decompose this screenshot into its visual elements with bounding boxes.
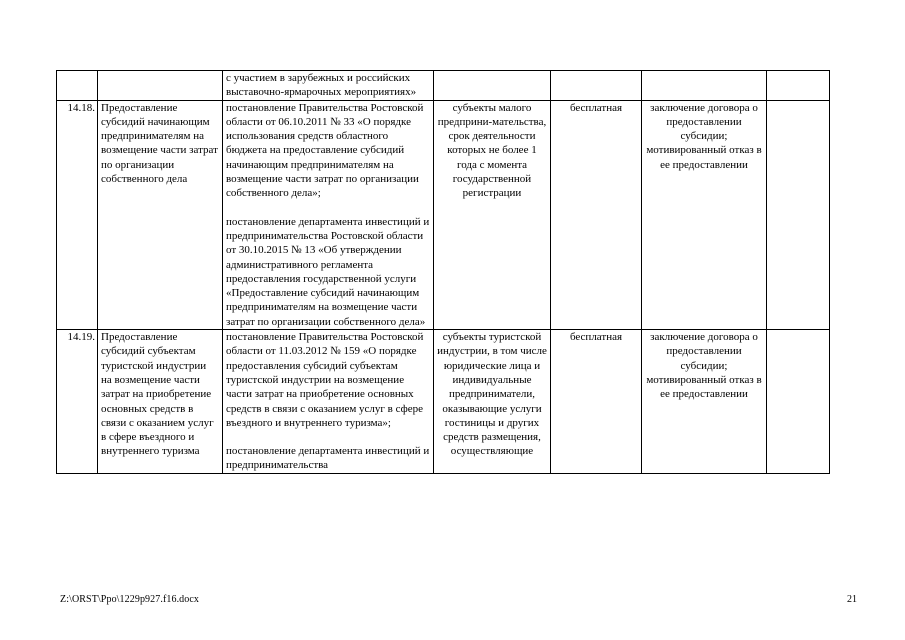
legal-act-text: постановление Правительства Ростовской области от 11.03.2012 № 159 «О порядке предоставления субсидий субъектам туристской индустрии на возмещение части затрат на приобретение основных средств в связи с оказанием услуг в сфере въездного и внутреннего туризма»; bbox=[226, 331, 424, 429]
service-name: Предоставление субсидий начинающим предпринимателям на возмещение части затрат по организации собственного дела bbox=[98, 100, 223, 329]
service-name: Предоставление субсидий субъектам туристской индустрии на возмещение части затрат на приобретение основных средств в связи с оказанием услуг в сфере въездного и внутреннего туризма bbox=[98, 330, 223, 474]
table-row bbox=[57, 71, 830, 101]
row-number-cell bbox=[57, 71, 98, 101]
service-name-cell bbox=[98, 71, 223, 101]
empty-cell bbox=[767, 71, 830, 101]
legal-act-text: постановление департамента инвестиций и предпринимательства Ростовской области от 30.10.2015 № 13 «Об утверждении административного регламента предоставления государственной услуги «Предоставление субсидий начинающим предпринимателям на возмещение части затрат по организации собственного дела» bbox=[226, 215, 430, 328]
empty-cell bbox=[767, 330, 830, 474]
paragraph-gap bbox=[226, 430, 430, 444]
table-row bbox=[57, 100, 830, 329]
table-row bbox=[57, 330, 830, 474]
legal-act-text: постановление Правительства Ростовской области от 06.10.2011 № 33 «О порядке использования средств областного бюджета на предоставление субсидий начинающим предпринимателям на возмещение части затрат по организации собственного дела»; bbox=[226, 101, 424, 200]
legal-act-cell bbox=[223, 330, 434, 474]
page-number: 21 bbox=[847, 594, 857, 605]
legal-act-cell bbox=[223, 71, 434, 101]
payment-cell bbox=[551, 71, 642, 101]
footer-file-path: Z:\ORST\Ppo\1229p927.f16.docx bbox=[60, 594, 200, 605]
recipients: субъекты туристской индустрии, в том числе юридические лица и индивидуальные предприниматели, оказывающие услуги гостиницы и других средств размещения, осуществляющие bbox=[434, 330, 551, 474]
empty-cell bbox=[767, 100, 830, 329]
services-table bbox=[56, 70, 830, 474]
legal-act-cell bbox=[223, 100, 434, 329]
recipients: субъекты малого предприни-мательства, срок деятельности которых не более 1 года с момента государственной регистрации bbox=[434, 100, 551, 329]
row-number: 14.18. bbox=[57, 100, 98, 329]
row-number: 14.19. bbox=[57, 330, 98, 474]
legal-act-text: постановление департамента инвестиций и предпринимательства bbox=[226, 445, 430, 472]
result: заключение договора о предоставлении субсидии; мотивированный отказ в ее предоставлении bbox=[642, 330, 767, 474]
payment: бесплатная bbox=[551, 330, 642, 474]
result: заключение договора о предоставлении субсидии; мотивированный отказ в ее предоставлении bbox=[642, 100, 767, 329]
payment: бесплатная bbox=[551, 100, 642, 329]
legal-act-text: с участием в зарубежных и российских выставочно-ярмарочных мероприятиях» bbox=[226, 72, 417, 99]
recipients-cell bbox=[434, 71, 551, 101]
result-cell bbox=[642, 71, 767, 101]
paragraph-gap bbox=[226, 201, 430, 215]
